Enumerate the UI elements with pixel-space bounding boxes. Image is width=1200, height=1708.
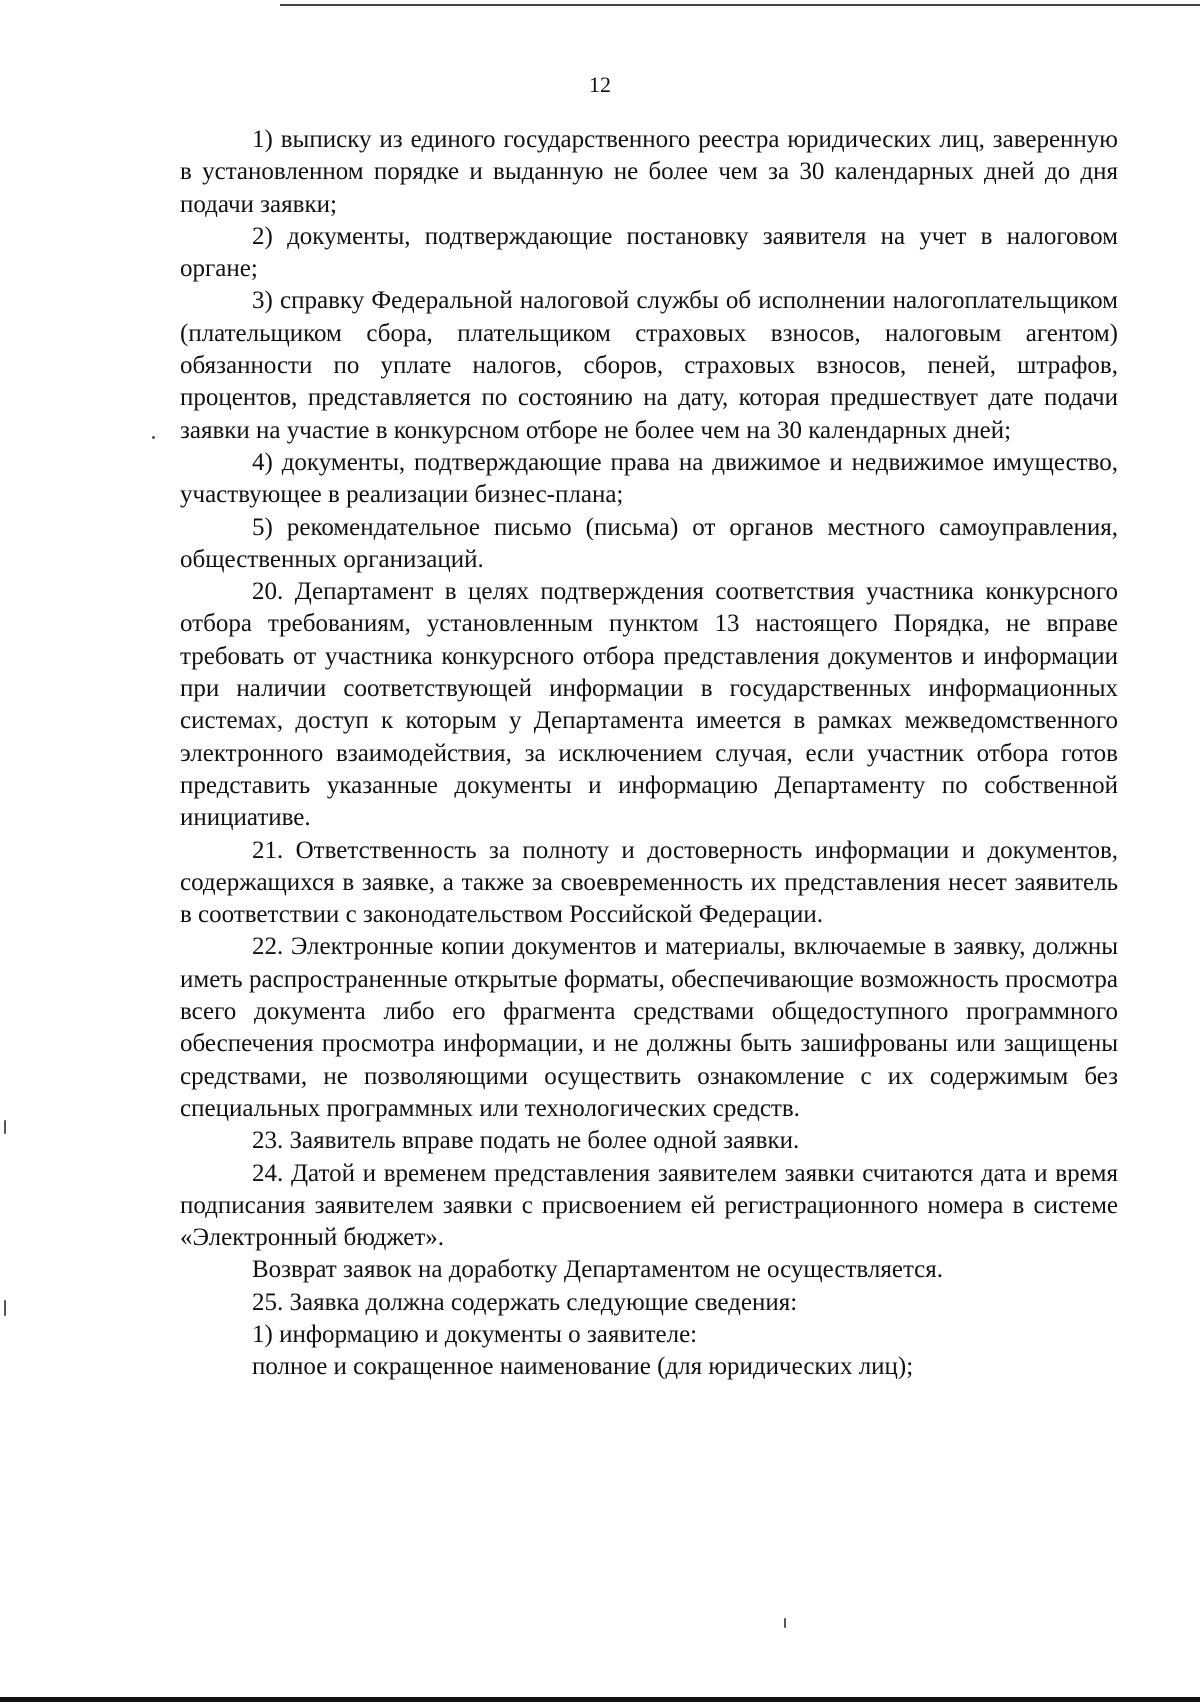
paragraph-recommendation-letter: 5) рекомендательное письмо (письма) от органов местного самоуправления, общественных организаций. xyxy=(180,513,1118,573)
scan-edge-bottom xyxy=(0,1697,1200,1702)
paragraph-full-name: полное и сокращенное наименование (для юридических лиц); xyxy=(252,1353,914,1381)
scan-speck xyxy=(4,1300,6,1316)
document-body xyxy=(180,124,1118,1384)
paragraph-24: 24. Датой и временем представления заявителем заявки считаются дата и время подписания заявителем заявки с присвоением ей регистрационного номера в системе «Электронный бюджет». xyxy=(180,1159,1118,1252)
paragraph-20: 20. Департамент в целях подтверждения соответствия участника конкурсного отбора требованиям, установленным пунктом 13 настоящего Порядка, не вправе требовать от участника конкурсного отбора представления документов и информации при наличии соответствующей информации в государственных информационных системах, доступ к которым у Департамента имеется в рамках межведомственного электронного взаимодействия, за исключением случая, если участник отбора готов представить указанные документы и информацию Департаменту по собственной инициативе. xyxy=(180,578,1118,832)
scan-speck xyxy=(4,1120,6,1134)
scan-edge-top xyxy=(280,4,1200,6)
scan-speck xyxy=(784,1618,786,1628)
paragraph-tax-certificate: 3) справку Федеральной налоговой службы об исполнении налогоплательщиком (плательщиком сбора, плательщиком страховых взносов, налоговым агентом) обязанности по уплате налогов, сборов, страховых взносов, пеней, штрафов, процентов, представляется по состоянию на дату, которая предшествует дате подачи заявки на участие в конкурсном отборе не более чем на 30 календарных дней; xyxy=(180,287,1118,444)
scan-speck xyxy=(152,436,155,439)
paragraph-25-item-1: 1) информацию и документы о заявителе: xyxy=(252,1320,698,1348)
paragraph-22: 22. Электронные копии документов и материалы, включаемые в заявку, должны иметь распространенные открытые форматы, обеспечивающие возможность просмотра всего документа либо его фрагмента средствами общедоступного программного обеспечения просмотра информации, и не должны быть зашифрованы или защищены средствами, не позволяющими осуществить ознакомление с их содержимым без специальных программных или технологических средств. xyxy=(180,933,1118,1122)
paragraph-21: 21. Ответственность за полноту и достоверность информации и документов, содержащихся в заявке, а также за своевременность их представления несет заявитель в соответствии с законодательством Российской Федерации. xyxy=(180,836,1118,929)
paragraph-23: 23. Заявитель вправе подать не более одной заявки. xyxy=(252,1127,800,1155)
paragraph-25: 25. Заявка должна содержать следующие сведения: xyxy=(252,1288,798,1316)
paragraph-return-note: Возврат заявок на доработку Департаментом не осуществляется. xyxy=(252,1256,944,1284)
page-number: 12 xyxy=(589,72,611,97)
paragraph-property-documents: 4) документы, подтверждающие права на движимое и недвижимое имущество, участвующее в реализации бизнес-плана; xyxy=(180,448,1118,509)
paragraph-extract-egrul: 1) выписку из единого государственного реестра юридических лиц, заверенную в установленном порядке и выданную не более чем за 30 календарных дней до дня подачи заявки; xyxy=(180,126,1118,218)
paragraph-tax-registration: 2) документы, подтверждающие постановку заявителя на учет в налоговом органе; xyxy=(180,222,1118,283)
